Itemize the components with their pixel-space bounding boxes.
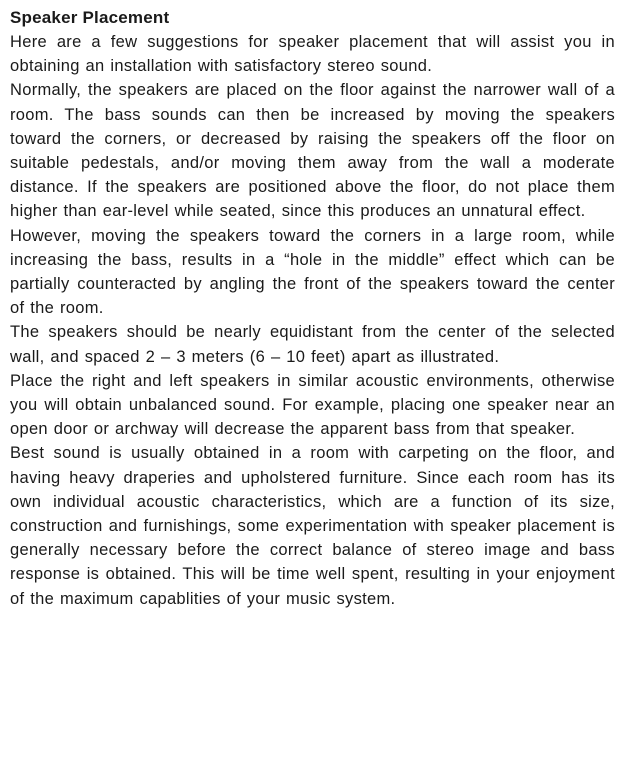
- section-title: Speaker Placement: [10, 8, 170, 27]
- paragraph-acoustic-environment: Place the right and left speakers in similar acoustic environments, otherwise you will obtain unbalanced sound. For example, placing one speaker near an open door or archway will decrease the apparent bass from that speaker.: [10, 371, 615, 439]
- paragraph-intro: Here are a few suggestions for speaker placement that will assist you in obtaining an installation with satisfactory stereo sound.: [10, 33, 615, 76]
- paragraph-spacing: The speakers should be nearly equidistant from the center of the selected wall, and spaced 2 – 3 meters (6 – 10 feet) apart as illustrated.: [10, 323, 615, 366]
- paragraph-best-sound: Best sound is usually obtained in a room with carpeting on the floor, and having heavy draperies and upholstered furniture. Since each room has its own individual acoustic characteristics, which are a function of its size, construction and furnishings, some experimentation with speaker placement is generally necessary before the correct balance of stereo image and bass response is obtained. This will be time well spent, resulting in your enjoyment of the maximum capablities of your music system.: [10, 444, 615, 608]
- paragraph-normal-placement: Normally, the speakers are placed on the floor against the narrower wall of a room. The bass sounds can then be increased by moving the speakers toward the corners, or decreased by raising the speakers off the floor on suitable pedestals, and/or moving them away from the wall a moderate distance. If the speakers are positioned above the floor, do not place them higher than ear-level while seated, since this produces an unnatural effect.: [10, 81, 615, 221]
- paragraph-corner-effect: However, moving the speakers toward the corners in a large room, while increasing the bass, results in a “hole in the middle” effect which can be partially counteracted by angling the front of the speakers toward the center of the room.: [10, 226, 615, 318]
